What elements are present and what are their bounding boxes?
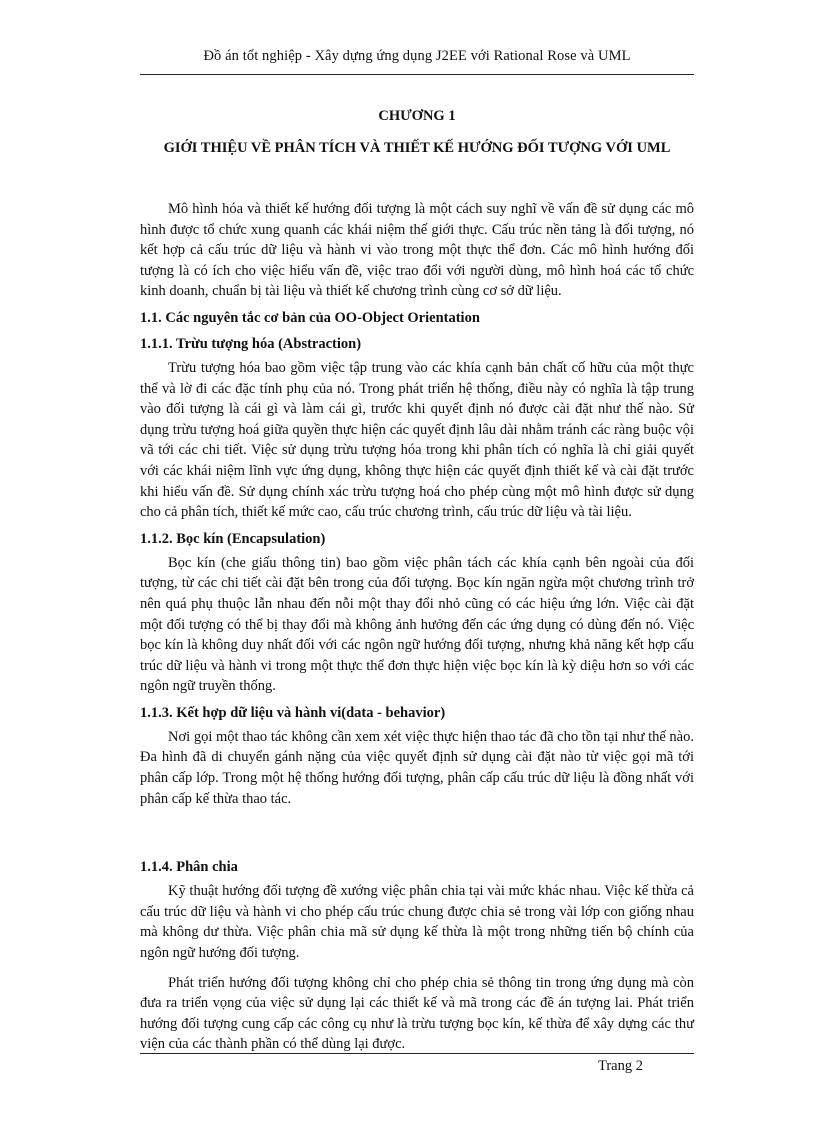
encapsulation-paragraph: Bọc kín (che giấu thông tin) bao gồm việc phân tách các khía cạnh bên ngoài của đối tượng, từ các chi tiết cài đặt bên trong của đối tượng. Bọc kín ngăn ngừa một chương trình trở nên quá phụ thuộc lẫn nhau đến nỗi một thay đổi nhỏ cũng có các hiệu ứng lớn. Việc cài đặt một đối tượng có thể bị thay đổi mà không ảnh hưởng đến các ứng dụng có dùng đến nó. Việc bọc kín là không duy nhất đối với các ngôn ngữ hướng đối tượng, nhưng khả năng kết hợp cấu trúc dữ liệu và hành vi trong một thực thể đơn thực hiện việc bọc kín là kỳ diệu hơn so với các ngôn ngữ truyền thống. — [140, 554, 694, 695]
chapter-title: GIỚI THIỆU VỀ PHÂN TÍCH VÀ THIẾT KẾ HƯỚNG ĐỐI TƯỢNG VỚI UML — [163, 140, 671, 156]
sharing-paragraph-1: Kỹ thuật hướng đối tượng đề xướng việc phân chia tại vài mức khác nhau. Việc kế thừa cả cấu trúc dữ liệu và hành vi cho phép cấu trúc chung được chia sẻ trong vài lớp con giống nhau mà không dư thừa. Việc phân chia mã sử dụng kế thừa là một trong những tiến bộ chính của ngôn ngữ hướng đối tượng. — [140, 883, 694, 962]
section-spacer — [140, 809, 694, 851]
page-header: Đồ án tốt nghiệp - Xây dựng ứng dụng J2EE với Rational Rose và UML — [203, 48, 631, 64]
section-heading-1-1-2: 1.1.2. Bọc kín (Encapsulation) — [140, 530, 326, 547]
section-heading-1-1-3: 1.1.3. Kết hợp dữ liệu và hành vi(data - behavior) — [140, 704, 446, 721]
header-divider — [140, 74, 694, 75]
section-heading-1-1: 1.1. Các nguyên tắc cơ bản của OO-Object Orientation — [140, 309, 480, 326]
abstraction-paragraph: Trừu tượng hóa bao gồm việc tập trung vào các khía cạnh bản chất cố hữu của một thực thể và lờ đi các đặc tính phụ của nó. Trong phát triển hệ thống, điều này có nghĩa là tập trung vào đối tượng là cái gì và làm cái gì, trước khi quyết định nó được cài đặt như thế nào. Sử dụng trừu tượng hoá giữa quyền thực hiện các quyết định lâu dài nhằm tránh các ràng buộc vội vã tới các chi tiết. Việc sử dụng trừu tượng hóa trong khi phân tích có nghĩa là chỉ giải quyết với các khái niệm lĩnh vực ứng dụng, không thực hiện các quyết định thiết kế và cài đặt trước khi hiểu vấn đề. Sử dụng chính xác trừu tượng hoá cho phép cùng một mô hình được sử dụng cho cả phân tích, thiết kế mức cao, cấu trúc chương trình, cấu trúc dữ liệu và tài liệu. — [140, 359, 694, 521]
chapter-label: CHƯƠNG 1 — [378, 108, 456, 124]
page-number: Trang 2 — [598, 1058, 643, 1074]
footer-divider — [140, 1053, 694, 1054]
page-body — [140, 108, 694, 1055]
sharing-paragraph-2: Phát triển hướng đối tượng không chỉ cho phép chia sẻ thông tin trong ứng dụng mà còn đưa ra triển vọng của việc sử dụng lại các thiết kế và mã trong các đề án tượng lai. Phát triển hướng đối tượng cung cấp các công cụ như là trừu tượng bọc kín, kế thừa để xây dựng các thư viện của các thành phần có thể dùng lại được. — [140, 974, 694, 1053]
data-behavior-paragraph: Nơi gọi một thao tác không cần xem xét việc thực hiện thao tác đã cho tồn tại như thế nào. Đa hình đã di chuyển gánh nặng của việc quyết định sử dụng cài đặt nào từ việc gọi mã tới phân cấp lớp. Trong một hệ thống hướng đối tượng, phân cấp cấu trúc dữ liệu là đồng nhất với phân cấp kế thừa thao tác. — [140, 728, 694, 807]
section-heading-1-1-4: 1.1.4. Phân chia — [140, 859, 238, 876]
section-heading-1-1-1: 1.1.1. Trừu tượng hóa (Abstraction) — [140, 335, 362, 352]
intro-paragraph: Mô hình hóa và thiết kế hướng đối tượng là một cách suy nghĩ về vấn đề sử dụng các mô hình được tổ chức xung quanh các khái niệm thế giới thực. Cấu trúc nền tảng là đối tượng, nó kết hợp cả cấu trúc dữ liệu và hành vi vào trong một thực thể đơn. Các mô hình hướng đối tượng là có ích cho việc hiểu vấn đề, việc trao đổi với người dùng, mô hình hoá các tổ chức kinh doanh, chuẩn bị tài liệu và thiết kế chương trình cùng cơ sở dữ liệu. — [140, 201, 694, 300]
